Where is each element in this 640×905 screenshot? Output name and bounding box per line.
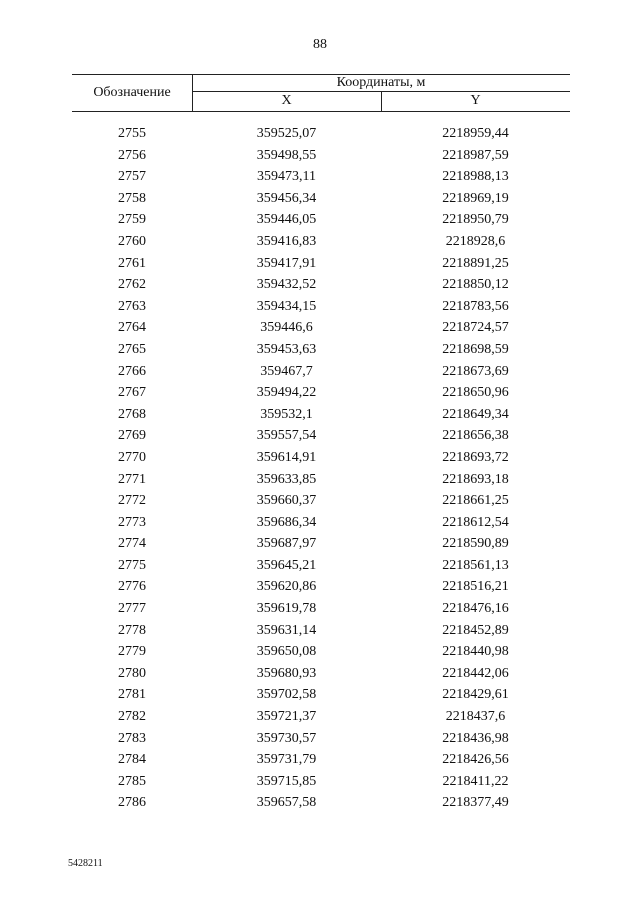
point-id: 2764 xyxy=(118,320,146,336)
coord-x: 359715,85 xyxy=(256,773,317,789)
point-id: 2769 xyxy=(118,428,146,444)
table-row xyxy=(72,191,570,213)
point-id: 2774 xyxy=(118,536,146,552)
coord-x: 359557,54 xyxy=(256,428,317,444)
point-id: 2763 xyxy=(118,298,146,314)
coord-y: 2218950,79 xyxy=(442,212,509,228)
header-x: X xyxy=(281,93,292,108)
coord-x: 359620,86 xyxy=(256,579,317,595)
coord-y: 2218650,96 xyxy=(442,385,509,401)
coord-x: 359721,37 xyxy=(256,709,317,725)
coord-x: 359498,55 xyxy=(256,147,317,163)
table-row xyxy=(72,450,570,472)
coord-x: 359434,15 xyxy=(256,298,317,314)
point-id: 2779 xyxy=(118,644,146,660)
table-row xyxy=(72,364,570,386)
point-id: 2771 xyxy=(118,471,146,487)
coord-y: 2218969,19 xyxy=(442,190,509,206)
coord-x: 359473,11 xyxy=(257,169,316,185)
coord-x: 359680,93 xyxy=(256,665,317,681)
table-row xyxy=(72,212,570,234)
point-id: 2783 xyxy=(118,730,146,746)
coord-x: 359614,91 xyxy=(256,449,317,465)
coord-x: 359467,7 xyxy=(260,363,313,379)
coord-x: 359645,21 xyxy=(256,557,317,573)
coord-y: 2218411,22 xyxy=(442,773,509,789)
header-designation: Обозначение xyxy=(93,85,171,100)
coord-y: 2218440,98 xyxy=(442,644,509,660)
coord-y: 2218649,34 xyxy=(442,406,509,422)
coord-y: 2218724,57 xyxy=(442,320,509,336)
coord-y: 2218437,6 xyxy=(445,709,506,725)
coord-y: 2218850,12 xyxy=(442,277,509,293)
coord-x: 359453,63 xyxy=(256,341,317,357)
table-row xyxy=(72,385,570,407)
table-row xyxy=(72,407,570,429)
point-id: 2768 xyxy=(118,406,146,422)
coord-y: 2218891,25 xyxy=(442,255,509,271)
table-row xyxy=(72,579,570,601)
coord-x: 359686,34 xyxy=(256,514,317,530)
table-row xyxy=(72,126,570,148)
coord-x: 359702,58 xyxy=(256,687,317,703)
coord-y: 2218959,44 xyxy=(442,126,509,141)
table-row xyxy=(72,515,570,537)
point-id: 2761 xyxy=(118,255,146,271)
coord-y: 2218656,38 xyxy=(442,428,509,444)
coord-y: 2218661,25 xyxy=(442,493,509,509)
coord-y: 2218561,13 xyxy=(442,557,509,573)
point-id: 2755 xyxy=(118,126,146,141)
table-row xyxy=(72,687,570,709)
header-coordinates: Координаты, м xyxy=(336,75,426,90)
coord-y: 2218377,49 xyxy=(442,795,509,811)
coord-x: 359417,91 xyxy=(256,255,317,271)
point-id: 2775 xyxy=(118,557,146,573)
point-id: 2766 xyxy=(118,363,146,379)
coord-x: 359657,58 xyxy=(256,795,317,811)
point-id: 2765 xyxy=(118,341,146,357)
coord-x: 359619,78 xyxy=(256,601,317,617)
table-row xyxy=(72,666,570,688)
coord-y: 2218783,56 xyxy=(442,298,509,314)
coordinates-table-body xyxy=(72,126,570,817)
coord-y: 2218693,18 xyxy=(442,471,509,487)
coord-y: 2218516,21 xyxy=(442,579,509,595)
coord-x: 359687,97 xyxy=(256,536,317,552)
page-number: 88 xyxy=(313,37,327,52)
table-row xyxy=(72,320,570,342)
table-row xyxy=(72,709,570,731)
table-header xyxy=(72,74,570,112)
point-id: 2757 xyxy=(118,169,146,185)
coord-x: 359446,6 xyxy=(260,320,313,336)
coord-y: 2218673,69 xyxy=(442,363,509,379)
point-id: 2776 xyxy=(118,579,146,595)
point-id: 2786 xyxy=(118,795,146,811)
point-id: 2767 xyxy=(118,385,146,401)
point-id: 2759 xyxy=(118,212,146,228)
coord-x: 359446,05 xyxy=(256,212,317,228)
coord-x: 359650,08 xyxy=(256,644,317,660)
table-row xyxy=(72,256,570,278)
coord-x: 359432,52 xyxy=(256,277,317,293)
coord-y: 2218476,16 xyxy=(442,601,509,617)
point-id: 2778 xyxy=(118,622,146,638)
header-y: Y xyxy=(470,93,481,108)
table-row xyxy=(72,774,570,796)
coord-y: 2218436,98 xyxy=(442,730,509,746)
point-id: 2762 xyxy=(118,277,146,293)
table-row xyxy=(72,342,570,364)
table-row xyxy=(72,299,570,321)
coord-y: 2218987,59 xyxy=(442,147,509,163)
table-row xyxy=(72,795,570,817)
coord-y: 2218698,59 xyxy=(442,341,509,357)
coord-y: 2218452,89 xyxy=(442,622,509,638)
point-id: 2782 xyxy=(118,709,146,725)
coord-x: 359456,34 xyxy=(256,190,317,206)
table-row xyxy=(72,644,570,666)
point-id: 2760 xyxy=(118,233,146,249)
document-code: 5428211 xyxy=(68,858,103,869)
coord-x: 359532,1 xyxy=(260,406,313,422)
coord-x: 359631,14 xyxy=(256,622,317,638)
point-id: 2756 xyxy=(118,147,146,163)
table-row xyxy=(72,277,570,299)
table-row xyxy=(72,472,570,494)
point-id: 2784 xyxy=(118,752,146,768)
point-id: 2777 xyxy=(118,601,146,617)
point-id: 2780 xyxy=(118,665,146,681)
coord-x: 359416,83 xyxy=(256,233,317,249)
coord-y: 2218928,6 xyxy=(445,233,506,249)
point-id: 2772 xyxy=(118,493,146,509)
table-row xyxy=(72,752,570,774)
coord-x: 359525,07 xyxy=(256,126,317,141)
table-row xyxy=(72,558,570,580)
table-row xyxy=(72,623,570,645)
coord-x: 359660,37 xyxy=(256,493,317,509)
table-row xyxy=(72,234,570,256)
table-row xyxy=(72,601,570,623)
coord-x: 359633,85 xyxy=(256,471,317,487)
table-row xyxy=(72,169,570,191)
coord-y: 2218429,61 xyxy=(442,687,509,703)
coord-y: 2218988,13 xyxy=(442,169,509,185)
point-id: 2758 xyxy=(118,190,146,206)
table-row xyxy=(72,148,570,170)
point-id: 2773 xyxy=(118,514,146,530)
coord-y: 2218693,72 xyxy=(442,449,509,465)
coord-x: 359731,79 xyxy=(256,752,317,768)
table-row xyxy=(72,731,570,753)
header-bottom-rule xyxy=(72,111,570,112)
coord-y: 2218590,89 xyxy=(442,536,509,552)
table-row xyxy=(72,493,570,515)
coord-y: 2218612,54 xyxy=(442,514,509,530)
point-id: 2781 xyxy=(118,687,146,703)
coord-x: 359494,22 xyxy=(256,385,317,401)
point-id: 2785 xyxy=(118,773,146,789)
table-row xyxy=(72,536,570,558)
coord-x: 359730,57 xyxy=(256,730,317,746)
coord-y: 2218442,06 xyxy=(442,665,509,681)
point-id: 2770 xyxy=(118,449,146,465)
table-row xyxy=(72,428,570,450)
coord-y: 2218426,56 xyxy=(442,752,509,768)
